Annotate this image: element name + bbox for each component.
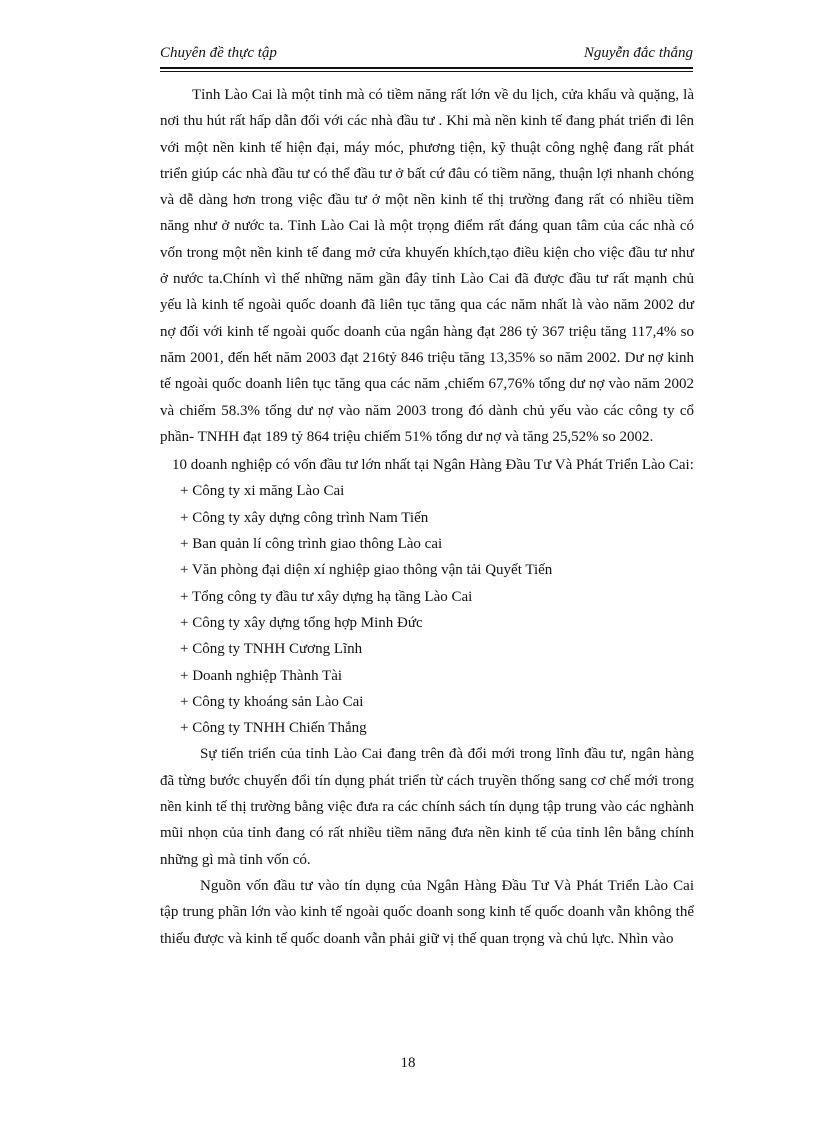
company-list: [160, 478, 694, 741]
page-number: 18: [400, 1055, 416, 1071]
list-item: + Ban quản lí công trình giao thông Lào cai: [180, 536, 443, 553]
list-item: + Công ty xây dựng công trình Nam Tiến: [180, 509, 429, 526]
list-item: + Công ty TNHH Cương Lĩnh: [180, 641, 363, 658]
paragraph-credit-development: Sự tiến triển của tỉnh Lào Cai đang trên đà đổi mới trong lĩnh đầu tư, ngân hàng đã từng bước chuyển đổi tín dụng phát triển từ cách truyền thống sang cơ chế mới trong nền kinh tế thị trường bằng việc đưa ra các chính sách tín dụng tập trung vào các nghành mũi nhọn của tỉnh đang có rất nhiều tiềm năng đưa nền kinh tế của tỉnh lên bằng chính những gì mà tỉnh vốn có.: [160, 746, 694, 868]
header-document-type: Chuyên đề thực tập: [160, 45, 277, 61]
header-divider: [160, 67, 693, 72]
list-item: + Công ty khoáng sản Lào Cai: [180, 693, 364, 710]
list-item: + Văn phòng đại diện xí nghiệp giao thông vận tải Quyết Tiến: [180, 562, 553, 579]
document-body: [160, 82, 694, 952]
page-header: [160, 40, 693, 66]
list-item: + Công ty xi măng Lào Cai: [180, 483, 345, 500]
paragraph-top-companies-intro: 10 doanh nghiệp có vốn đầu tư lớn nhất tại Ngân Hàng Đầu Tư Và Phát Triển Lào Cai:: [172, 457, 694, 474]
list-item: + Doanh nghiệp Thành Tài: [180, 667, 343, 684]
header-author: Nguyễn đắc thắng: [583, 45, 693, 61]
list-item: + Công ty xây dựng tổng hợp Minh Đức: [180, 614, 423, 631]
paragraph-capital-allocation: Nguồn vốn đầu tư vào tín dụng của Ngân Hàng Đầu Tư Và Phát Triển Lào Cai tập trung phần lớn vào kinh tế ngoài quốc doanh song kinh tế quốc doanh vẫn không thể thiếu được và kinh tế quốc doanh vẫn phải giữ vị thế quan trọng và chủ lực. Nhìn vào: [160, 877, 694, 947]
list-item: + Công ty TNHH Chiến Thắng: [180, 720, 367, 737]
list-item: + Tổng công ty đầu tư xây dựng hạ tầng Lào Cai: [180, 588, 473, 605]
paragraph-investment-overview: Tỉnh Lào Cai là một tỉnh mà có tiềm năng rất lớn về du lịch, cửa khẩu và quặng, là nơi thu hút rất hấp dẫn đối với các nhà đầu tư . Khi mà nền kinh tế đang phát triển đi lên với một nền kinh tế hiện đại, máy móc, phương tiện, kỹ thuật công nghệ đang rất phát triển giúp các nhà đầu tư có thể đầu tư ở bất cứ đâu có tiềm năng, thuận lợi nhanh chóng và dễ dàng hơn trong việc đầu tư ở một nền kinh tế thị trường đang rất có nhiều tiềm năng như ở nước ta. Tỉnh Lào Cai là một trọng điểm rất đáng quan tâm của các nhà có vốn trong một nền kinh tế đang mở cửa khuyến khích,tạo điều kiện cho việc đầu tư như ở nước ta.Chính vì thế những năm gần đây tỉnh Lào Cai đã được đầu tư rất mạnh chủ yếu là kinh tế ngoài quốc doanh đã liên tục tăng qua các năm nhất là vào năm 2002 dư nợ đối với kinh tế ngoài quốc doanh của ngân hàng đạt 286 tỷ 367 triệu tăng 117,4% so năm 2001, đến hết năm 2003 đạt 216tỷ 846 triệu tăng 13,35% so năm 2002. Dư nợ kinh tế ngoài quốc doanh liên tục tăng qua các năm ,chiếm 67,76% tổng dư nợ vào năm 2002 và chiếm 58.3% tổng dư nợ vào năm 2003 trong đó dành chủ yếu vào các công ty cổ phần- TNHH đạt 189 tỷ 864 triệu chiếm 51% tổng dư nợ và tăng 25,52% so 2002.: [160, 87, 694, 445]
